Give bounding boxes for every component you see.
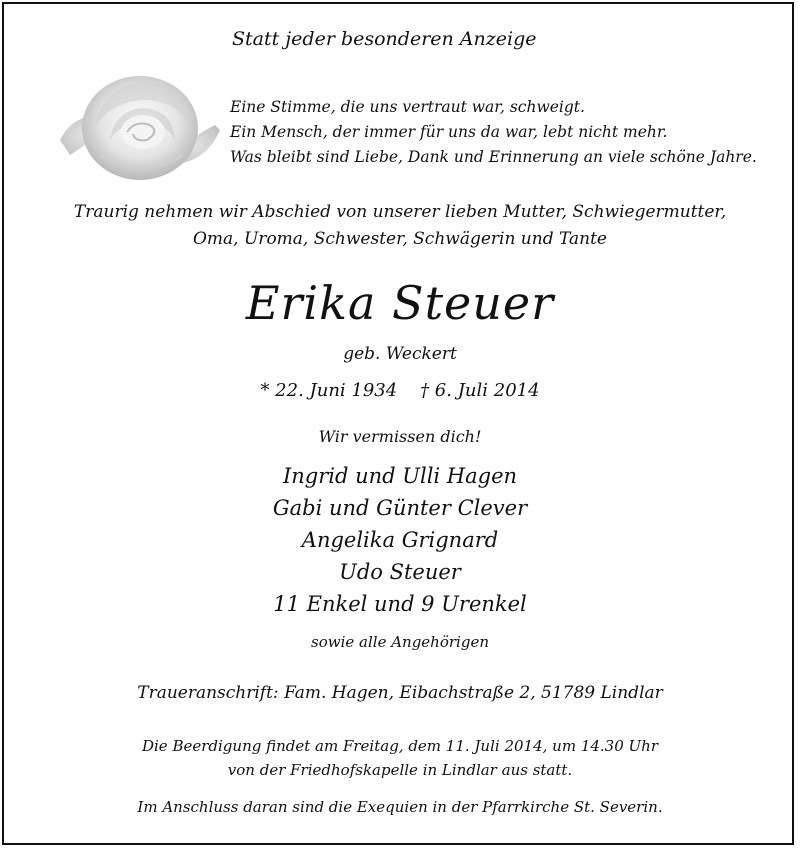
- funeral-line-2: von der Friedhofskapelle in Lindlar aus statt.: [227, 761, 573, 779]
- mourner-name: Ingrid und Ulli Hagen: [282, 464, 518, 488]
- deceased-name: Erika Steuer: [245, 276, 555, 330]
- miss-you-line: Wir vermissen dich!: [318, 427, 482, 446]
- mourner-name: Udo Steuer: [339, 560, 461, 584]
- funeral-line-1: Die Beerdigung findet am Freitag, dem 11. Juli 2014, um 14.30 Uhr: [141, 737, 659, 755]
- mourner-name: Gabi und Günter Clever: [272, 496, 528, 520]
- exequien-line: Im Anschluss daran sind die Exequien in der Pfarrkirche St. Severin.: [137, 798, 663, 816]
- rose-image: [55, 70, 225, 185]
- intro-line-2: Oma, Uroma, Schwester, Schwägerin und Tante: [192, 229, 607, 249]
- mourner-name: Angelika Grignard: [301, 528, 499, 552]
- poem-line: Eine Stimme, die uns vertraut war, schweigt.: [230, 98, 585, 116]
- poem: [230, 95, 790, 170]
- mourner-name: 11 Enkel und 9 Urenkel: [273, 592, 527, 616]
- maiden-name: geb. Weckert: [343, 344, 457, 364]
- poem-line: Was bleibt sind Liebe, Dank und Erinnerung an viele schöne Jahre.: [230, 148, 757, 166]
- relatives-line: sowie alle Angehörigen: [311, 633, 489, 651]
- intro-line-1: Traurig nehmen wir Abschied von unserer lieben Mutter, Schwiegermutter,: [73, 202, 727, 222]
- notice-header: Statt jeder besonderen Anzeige: [232, 28, 537, 50]
- mourning-address: Traueranschrift: Fam. Hagen, Eibachstraße 2, 51789 Lindlar: [137, 683, 663, 703]
- poem-line: Ein Mensch, der immer für uns da war, lebt nicht mehr.: [230, 123, 668, 141]
- life-dates: * 22. Juni 1934 † 6. Juli 2014: [260, 380, 540, 401]
